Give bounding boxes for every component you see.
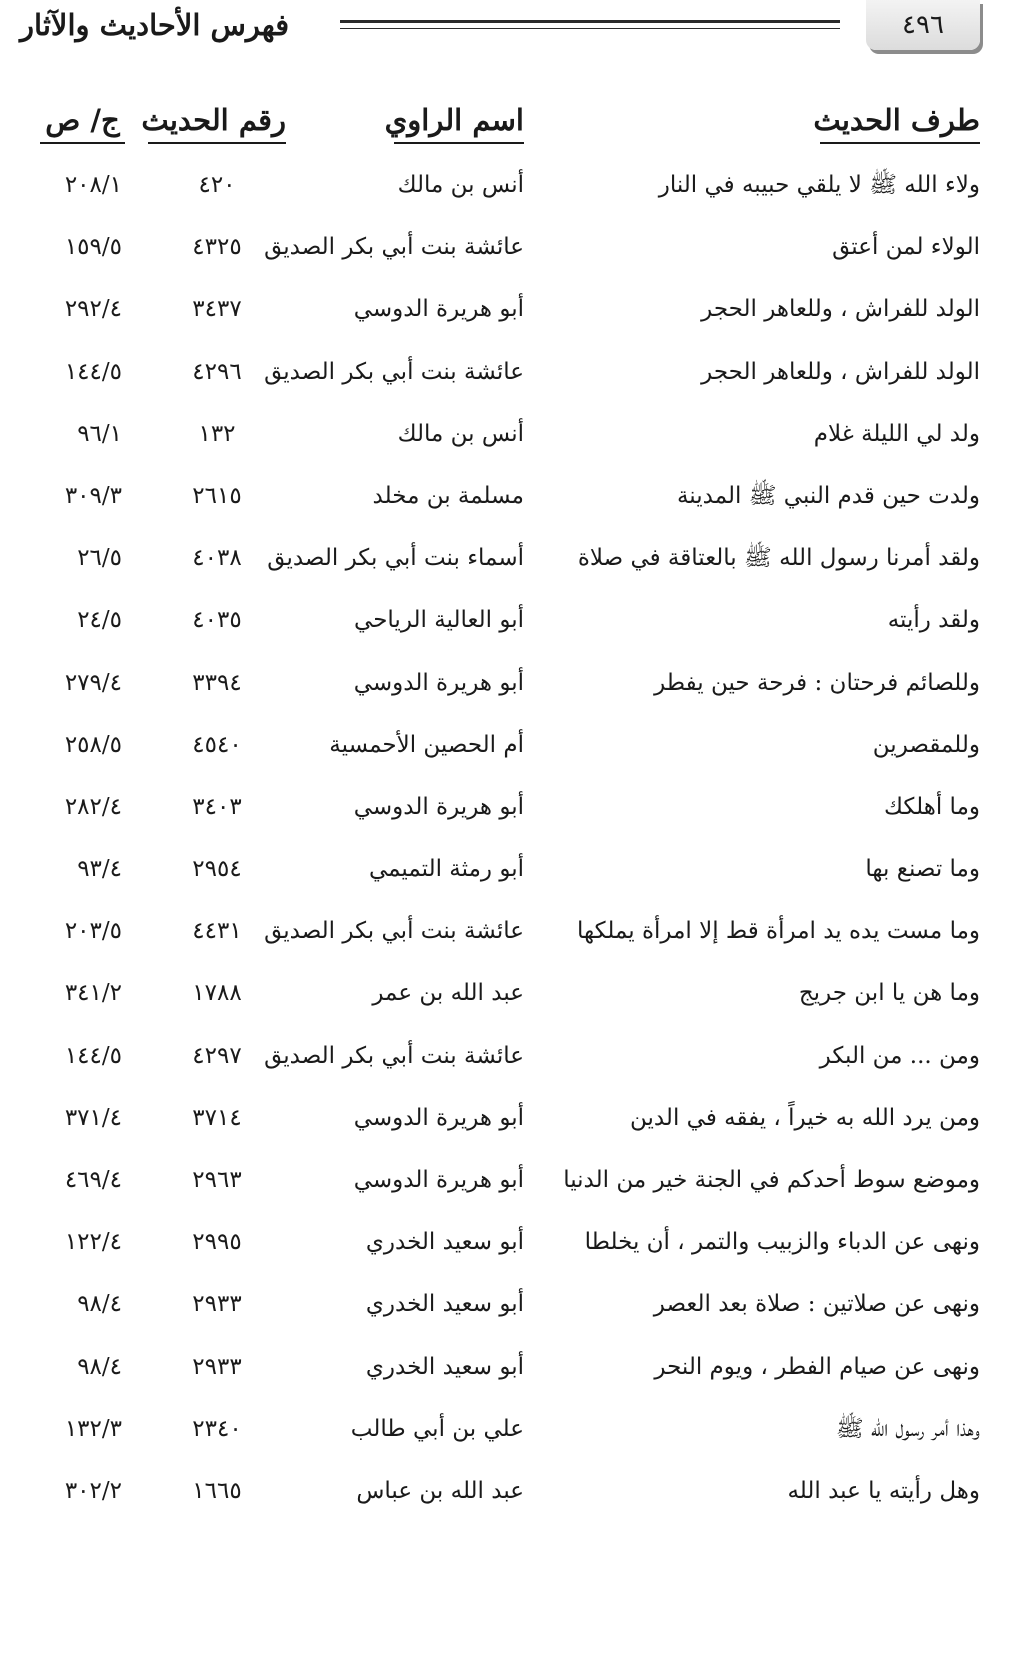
- volume-page-ref: ٢٦/٥: [77, 545, 122, 572]
- volume-page-ref: ٢٩٢/٤: [64, 296, 122, 323]
- column-header-hadith-number: رقم الحديث: [148, 98, 286, 144]
- volume-page-ref: ٣٠٢/٢: [64, 1477, 122, 1504]
- hadith-snippet: ونهى عن صلاتين : صلاة بعد العصر: [653, 1291, 980, 1318]
- volume-page-ref: ٩٣/٤: [77, 856, 122, 883]
- narrator-name: علي بن أبي طالب: [350, 1415, 524, 1442]
- table-row: [0, 1336, 1010, 1398]
- hadith-number: ١٧٨٨: [192, 980, 242, 1007]
- volume-page-ref: ٩٨/٤: [77, 1353, 122, 1380]
- table-row: [0, 652, 1010, 714]
- narrator-name: أبو سعيد الخدري: [365, 1353, 524, 1380]
- hadith-snippet: ومن ... من البكر: [819, 1042, 980, 1069]
- hadith-number: ٢٦١٥: [192, 482, 242, 509]
- table-row: [0, 403, 1010, 465]
- page-number: ٤٩٦: [866, 0, 980, 50]
- hadith-snippet: وما مست يده يد امرأة قط إلا امرأة يملكها: [577, 918, 980, 945]
- volume-page-ref: ٢٧٩/٤: [64, 669, 122, 696]
- hadith-snippet: ومن يرد الله به خيراً ، يفقه في الدين: [629, 1104, 980, 1131]
- table-row: [0, 962, 1010, 1024]
- narrator-name: أسماء بنت أبي بكر الصديق: [267, 545, 524, 572]
- hadith-snippet: وللمقصرين: [872, 731, 980, 758]
- narrator-name: عائشة بنت أبي بكر الصديق: [264, 234, 524, 261]
- narrator-name: أبو هريرة الدوسي: [353, 1104, 524, 1131]
- volume-page-ref: ١٤٤/٥: [64, 358, 122, 385]
- table-row: [0, 1273, 1010, 1335]
- volume-page-ref: ٢٠٨/١: [64, 172, 122, 198]
- narrator-name: أم الحصين الأحمسية: [329, 731, 524, 758]
- column-header-hadith: طرف الحديث: [820, 98, 980, 144]
- volume-page-ref: ١٤٤/٥: [64, 1042, 122, 1069]
- table-header-row: [0, 92, 1010, 154]
- table-row: [0, 465, 1010, 527]
- hadith-number: ٣٤٣٧: [192, 296, 242, 323]
- hadith-number: ٣٧١٤: [192, 1104, 242, 1131]
- narrator-name: أبو العالية الرياحي: [354, 607, 524, 634]
- narrator-name: أبو هريرة الدوسي: [353, 793, 524, 820]
- table-row: [0, 589, 1010, 651]
- hadith-number: ٢٩٥٤: [192, 856, 242, 883]
- table-row: [0, 154, 1010, 216]
- table-row: [0, 838, 1010, 900]
- hadith-number: ٣٣٩٤: [192, 669, 242, 696]
- table-row: [0, 714, 1010, 776]
- narrator-name: عائشة بنت أبي بكر الصديق: [264, 358, 524, 385]
- table-row: [0, 1398, 1010, 1460]
- table-row: [0, 900, 1010, 962]
- narrator-name: أبو سعيد الخدري: [365, 1229, 524, 1256]
- hadith-snippet: ولاء الله ﷺ لا يلقي حبيبه في النار: [658, 172, 980, 198]
- hadith-number: ٤٠٣٥: [192, 607, 242, 634]
- hadith-snippet: ولقد رأيته: [887, 607, 980, 634]
- volume-page-ref: ١٣٢/٣: [64, 1415, 122, 1442]
- hadith-snippet: ولدت حين قدم النبي ﷺ المدينة: [676, 482, 980, 509]
- hadith-snippet: وهذا أمر رسول الله ﷺ: [835, 1415, 980, 1442]
- column-header-narrator: اسم الراوي: [394, 98, 524, 144]
- hadith-number: ٣٤٠٣: [192, 793, 242, 820]
- hadith-number: ٢٩٣٣: [192, 1353, 242, 1380]
- volume-page-ref: ٣٤١/٢: [64, 980, 122, 1007]
- hadith-number: ١٦٦٥: [192, 1477, 242, 1504]
- hadith-snippet: وما تصنع بها: [865, 856, 980, 883]
- table-row: [0, 1211, 1010, 1273]
- volume-page-ref: ٢٤/٥: [77, 607, 122, 634]
- narrator-name: أنس بن مالك: [397, 172, 524, 198]
- column-header-volume-page: ج/ ص: [40, 98, 125, 144]
- hadith-number: ٢٣٤٠: [192, 1415, 242, 1442]
- hadith-number: ٤٣٢٥: [192, 234, 242, 261]
- table-row: [0, 1087, 1010, 1149]
- table-row: [0, 1025, 1010, 1087]
- table-row: [0, 278, 1010, 340]
- hadith-number: ٤٥٤٠: [192, 731, 242, 758]
- hadith-number: ٢٩٩٥: [192, 1229, 242, 1256]
- volume-page-ref: ٢٨٢/٤: [64, 793, 122, 820]
- hadith-index-table: [0, 92, 1010, 1522]
- section-title: فهرس الأحاديث والآثار: [20, 8, 290, 42]
- narrator-name: أبو سعيد الخدري: [365, 1291, 524, 1318]
- hadith-snippet: وهل رأيته يا عبد الله: [787, 1477, 980, 1504]
- narrator-name: عائشة بنت أبي بكر الصديق: [264, 918, 524, 945]
- table-row: [0, 527, 1010, 589]
- hadith-number: ٤٢٩٦: [192, 358, 242, 385]
- hadith-snippet: وما هن يا ابن جريج: [798, 980, 980, 1007]
- table-row: [0, 1149, 1010, 1211]
- hadith-snippet: الولاء لمن أعتق: [832, 234, 980, 261]
- hadith-number: ٢٩٣٣: [192, 1291, 242, 1318]
- narrator-name: عائشة بنت أبي بكر الصديق: [264, 1042, 524, 1069]
- volume-page-ref: ٣٧١/٤: [64, 1104, 122, 1131]
- volume-page-ref: ٩٨/٤: [77, 1291, 122, 1318]
- volume-page-ref: ١٥٩/٥: [64, 234, 122, 261]
- hadith-snippet: وما أهلكك: [884, 793, 980, 820]
- table-body: [0, 154, 1010, 1522]
- hadith-number: ٤٤٣١: [192, 918, 242, 945]
- narrator-name: أنس بن مالك: [397, 420, 524, 447]
- hadith-snippet: ولقد أمرنا رسول الله ﷺ بالعتاقة في صلاة: [577, 545, 980, 572]
- hadith-number: ٤٢٩٧: [192, 1042, 242, 1069]
- hadith-snippet: الولد للفراش ، وللعاهر الحجر: [701, 358, 980, 385]
- hadith-snippet: الولد للفراش ، وللعاهر الحجر: [701, 296, 980, 323]
- volume-page-ref: ٩٦/١: [77, 420, 122, 447]
- narrator-name: عبد الله بن عمر: [372, 980, 524, 1007]
- table-row: [0, 776, 1010, 838]
- hadith-snippet: ولد لي الليلة غلام: [813, 420, 980, 447]
- volume-page-ref: ٢٠٣/٥: [64, 918, 122, 945]
- hadith-snippet: وموضع سوط أحدكم في الجنة خير من الدنيا: [563, 1167, 980, 1193]
- hadith-snippet: ونهى عن صيام الفطر ، ويوم النحر: [654, 1353, 980, 1380]
- hadith-number: ٤٢٠: [198, 172, 236, 198]
- page-header: [0, 0, 1010, 60]
- narrator-name: مسلمة بن مخلد: [372, 482, 524, 509]
- hadith-number: ٢٩٦٣: [192, 1167, 242, 1193]
- table-row: [0, 216, 1010, 278]
- narrator-name: أبو هريرة الدوسي: [353, 296, 524, 323]
- narrator-name: عبد الله بن عباس: [356, 1477, 524, 1504]
- volume-page-ref: ١٢٢/٤: [64, 1229, 122, 1256]
- volume-page-ref: ٣٠٩/٣: [64, 482, 122, 509]
- hadith-snippet: وللصائم فرحتان : فرحة حين يفطر: [654, 669, 980, 696]
- table-row: [0, 1460, 1010, 1522]
- hadith-number: ١٣٢: [198, 420, 236, 447]
- narrator-name: أبو رمثة التميمي: [368, 856, 524, 883]
- narrator-name: أبو هريرة الدوسي: [353, 1167, 524, 1193]
- table-row: [0, 341, 1010, 403]
- volume-page-ref: ٤٦٩/٤: [64, 1167, 122, 1193]
- volume-page-ref: ٢٥٨/٥: [64, 731, 122, 758]
- hadith-snippet: ونهى عن الدباء والزبيب والتمر ، أن يخلطا: [584, 1229, 980, 1256]
- narrator-name: أبو هريرة الدوسي: [353, 669, 524, 696]
- header-rule: [340, 20, 840, 29]
- hadith-number: ٤٠٣٨: [192, 545, 242, 572]
